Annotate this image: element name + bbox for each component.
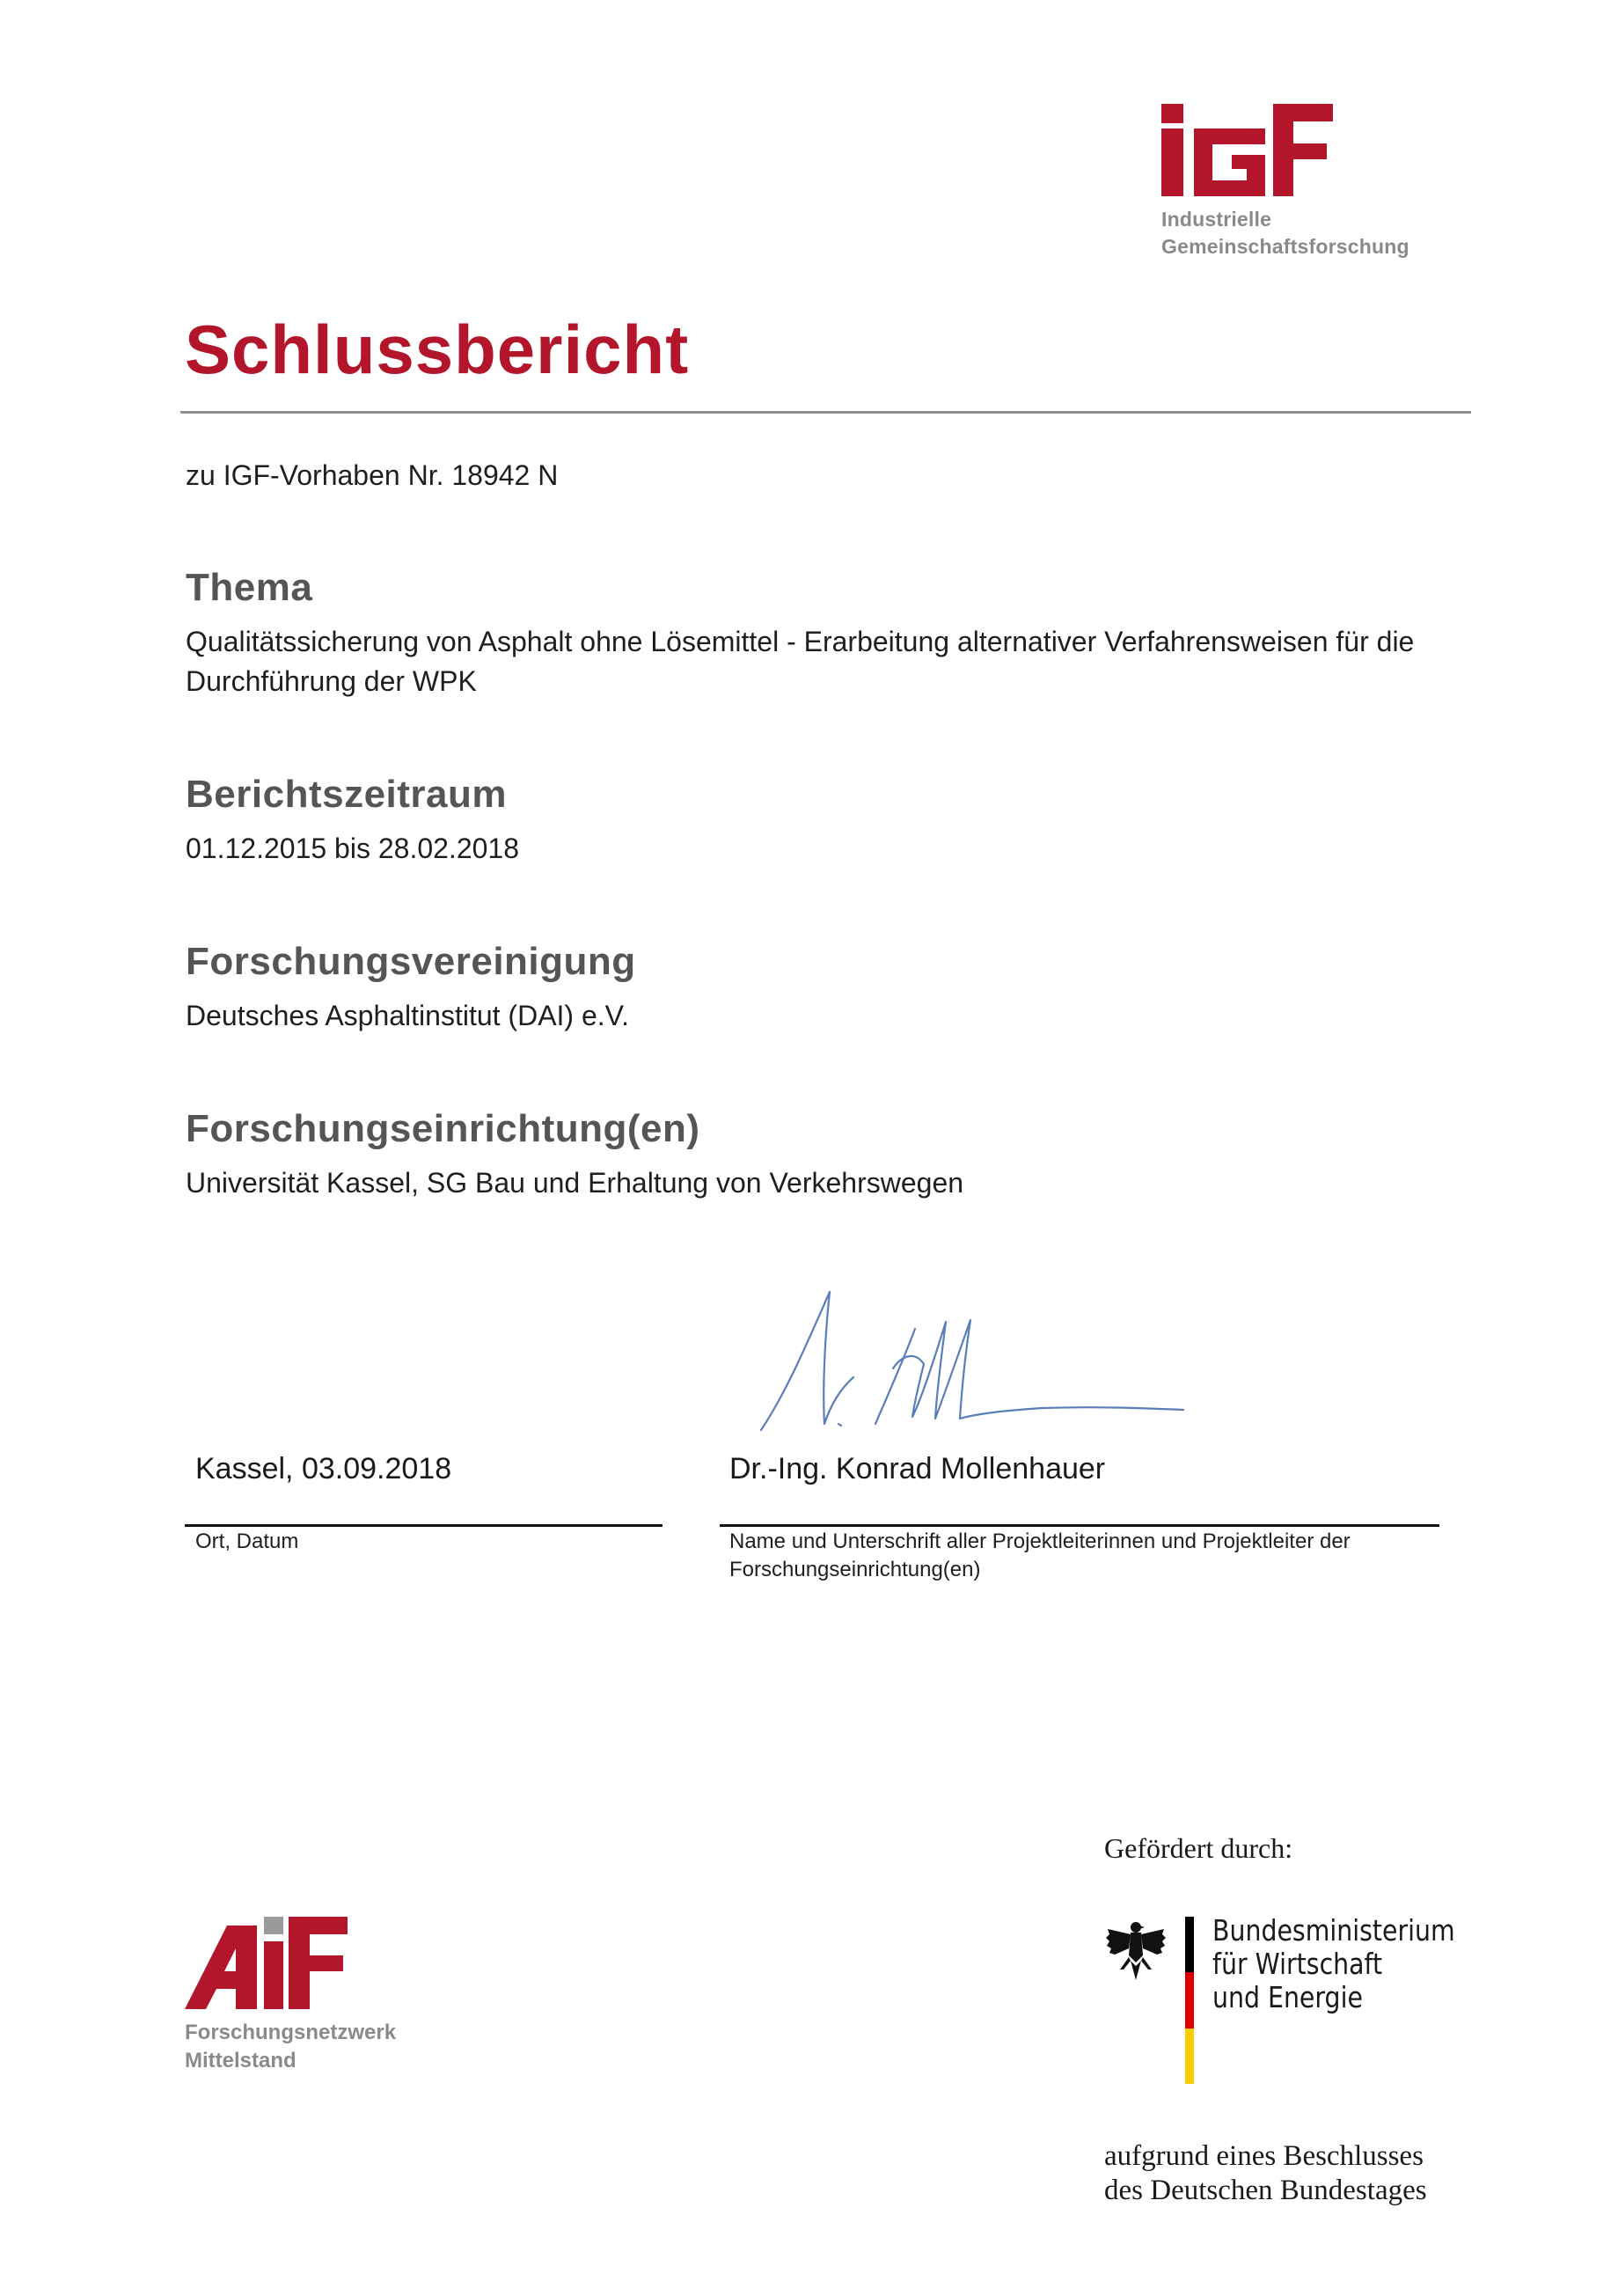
title-divider [180,411,1471,414]
flag-stripe-black [1185,1917,1194,1972]
igf-logo [1161,104,1425,271]
aif-logo-i-stem [264,1941,283,2009]
place-date: Kassel, 03.09.2018 [195,1452,452,1485]
aif-logo [185,1917,431,2080]
period-heading: Berichtszeitraum [186,773,508,816]
german-flag-bar [1185,1917,1194,2084]
handwritten-signature [726,1267,1210,1443]
bmwi-name-line-1: Bundesministerium [1212,1913,1455,1948]
place-date-line [185,1524,663,1527]
signer-name: Dr.-Ing. Konrad Mollenhauer [729,1452,1106,1485]
signature-caption: Name und Unterschrift aller Projektleiterinnen und Projektleiter der Forschungseinrichtung(en) [729,1529,1351,1581]
igf-logo-g [1194,128,1265,196]
report-title: Schlussbericht [185,311,690,388]
association-heading: Forschungsvereinigung [186,940,636,983]
bmwi-name-line-2: für Wirtschaft [1212,1947,1383,1981]
igf-logo-subtitle-1: Industrielle [1161,208,1272,231]
institution-text: Universität Kassel, SG Bau und Erhaltung von Verkehrswegen [186,1167,964,1199]
signature-line [720,1524,1439,1527]
aif-logo-f [289,1917,348,2009]
aif-logo-mark [185,1917,348,2009]
place-date-caption: Ort, Datum [195,1529,299,1553]
aif-logo-a [185,1926,257,2009]
aif-logo-subtitle-2: Mittelstand [185,2049,297,2072]
aif-logo-subtitle-1: Forschungsnetzwerk [185,2021,397,2044]
flag-stripe-gold [1185,2028,1194,2084]
topic-text: Qualitätssicherung von Asphalt ohne Lösemittel - Erarbeitung alternativer Verfahrensweisen für die Durchführung der WPK [186,626,1415,697]
project-number: zu IGF-Vorhaben Nr. 18942 N [186,459,559,491]
funding-label: Gefördert durch: [1104,1832,1293,1864]
topic-heading: Thema [186,566,313,609]
igf-logo-mark [1161,104,1333,196]
federal-eagle-icon [1104,1917,1168,1984]
igf-logo-i-dot [1161,104,1183,123]
aif-logo-i-dot [264,1917,283,1934]
igf-logo-f [1273,104,1333,196]
institution-heading: Forschungseinrichtung(en) [186,1107,700,1150]
igf-logo-i-stem [1161,128,1183,196]
bmwi-name-line-3: und Energie [1212,1980,1363,2014]
igf-logo-subtitle-2: Gemeinschaftsforschung [1161,235,1409,258]
period-text: 01.12.2015 bis 28.02.2018 [186,833,519,864]
flag-stripe-red [1185,1972,1194,2028]
bundestag-resolution-line-1: aufgrund eines Beschlusses [1104,2140,1424,2172]
bundestag-resolution-line-2: des Deutschen Bundestages [1104,2175,1427,2206]
association-text: Deutsches Asphaltinstitut (DAI) e.V. [186,1000,629,1031]
